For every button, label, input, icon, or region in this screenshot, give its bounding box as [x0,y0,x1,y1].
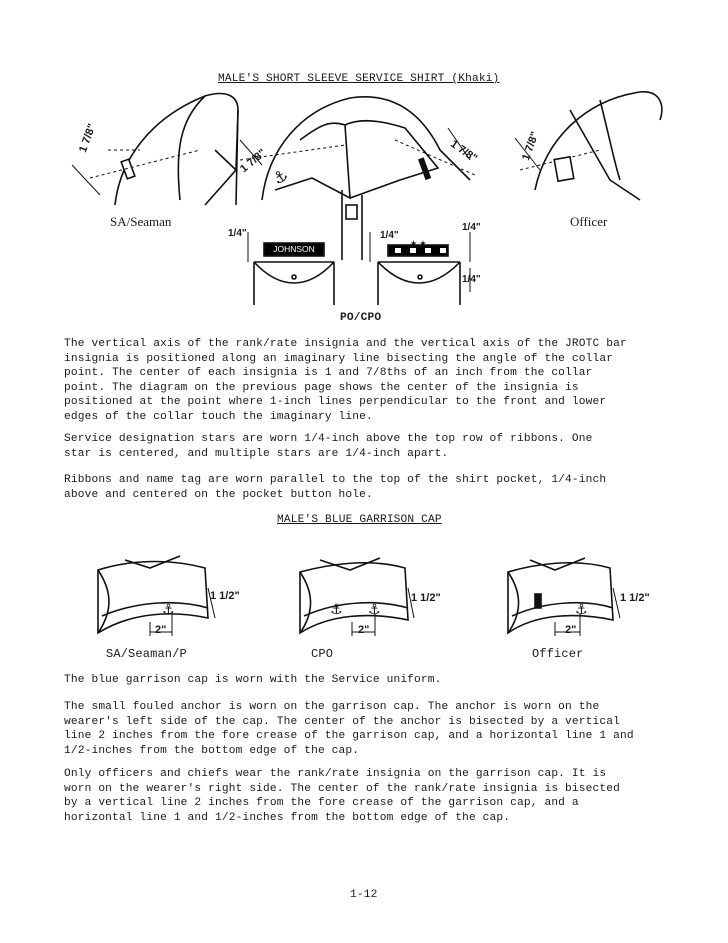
cap-officer-horizontal-measure: 2" [565,624,577,636]
ribbon-measure-label: 1/4" [380,230,399,241]
cap-officer-vertical-measure: 1 1/2" [620,592,650,604]
garrison-cap-diagram [0,538,728,658]
officer-caption: Officer [570,214,608,229]
page-number: 1-12 [350,889,378,901]
cap-officer-caption: Officer [532,647,584,661]
paragraph-garrison-cap-usage: The blue garrison cap is worn with the Service uniform. [64,674,442,686]
cap-cpo-vertical-measure: 1 1/2" [411,592,441,604]
sa-measure-label: 1 7/8" [77,122,99,155]
star-measure-label: 1/4" [462,222,481,233]
shirt-collar-diagram [0,0,728,320]
name-tag-measure-label: 1/4" [228,228,247,239]
cap-sa-vertical-measure: 1 1/2" [210,590,240,602]
shirt-section-title: MALE'S SHORT SLEEVE SERVICE SHIRT (Khaki) [218,73,500,85]
svg-text:⚓: ⚓ [575,601,588,617]
po-measure-label-right: 1 7/8" [448,138,480,165]
officer-measure-label: 1 7/8" [520,130,542,163]
cap-sa-horizontal-measure: 2" [155,624,167,636]
cap-officer-illustration [508,558,620,636]
paragraph-insignia-placement: The vertical axis of the rank/rate insignia and the vertical axis of the JROTC bar insignia is positioned along an imaginary line bisecting the angle of the collar point. The center of each insignia is 1 and 7/8ths of an inch from the collar point. The diagram on the previous page shows the center of the insignia is positioned at the point where 1-inch lines perpendicular to the front and lower edges of the collar touch the imaginary line. [64,338,627,423]
cap-sa-caption: SA/Seaman/P [106,647,187,661]
paragraph-service-stars: Service designation stars are worn 1/4-inch above the top row of ribbons. One star is centered, and multiple stars are 1/4-inch apart. [64,433,593,460]
svg-text:⚓: ⚓ [270,166,292,189]
pocket-measure-label: 1/4" [462,274,481,285]
cap-cpo-caption: CPO [311,647,334,661]
cap-cpo-horizontal-measure: 2" [358,624,370,636]
paragraph-ribbons-name-tag: Ribbons and name tag are worn parallel to the top of the shirt pocket, 1/4-inch above and centered on the pocket button hole. [64,474,607,501]
paragraph-rank-rate-cap: Only officers and chiefs wear the rank/rate insignia on the garrison cap. It is worn on the wearer's right side. The center of the rank/rate insignia is bisected by a vertical line 2 inches from the fore crease of the garrison cap, and a horizontal line 1 and 1/2-inches from the bottom edge of the cap. [64,768,620,824]
cap-cpo-illustration [300,558,414,636]
svg-text:⚓: ⚓ [368,601,381,617]
sa-seaman-caption: SA/Seaman [110,214,172,229]
sa-collar-illustration [72,94,238,205]
pocket-right-illustration [378,239,460,305]
svg-text:⚓: ⚓ [330,601,343,617]
svg-text:⚓: ⚓ [162,601,175,617]
po-measure-label-left: 1 7/8" [238,146,269,176]
name-tag-text: JOHNSON [273,244,315,254]
svg-text:★ ★: ★ ★ [410,239,427,248]
po-cpo-caption: PO/CPO [340,312,382,324]
paragraph-fouled-anchor: The small fouled anchor is worn on the garrison cap. The anchor is worn on the wearer's left side of the cap. The center of the anchor is bisected by a vertical line 2 inches from the fore crease of the garrison cap, and a horizontal line 1 and 1/2-inches from the bottom edge of the cap. [64,701,634,757]
cap-section-title: MALE'S BLUE GARRISON CAP [277,514,442,526]
